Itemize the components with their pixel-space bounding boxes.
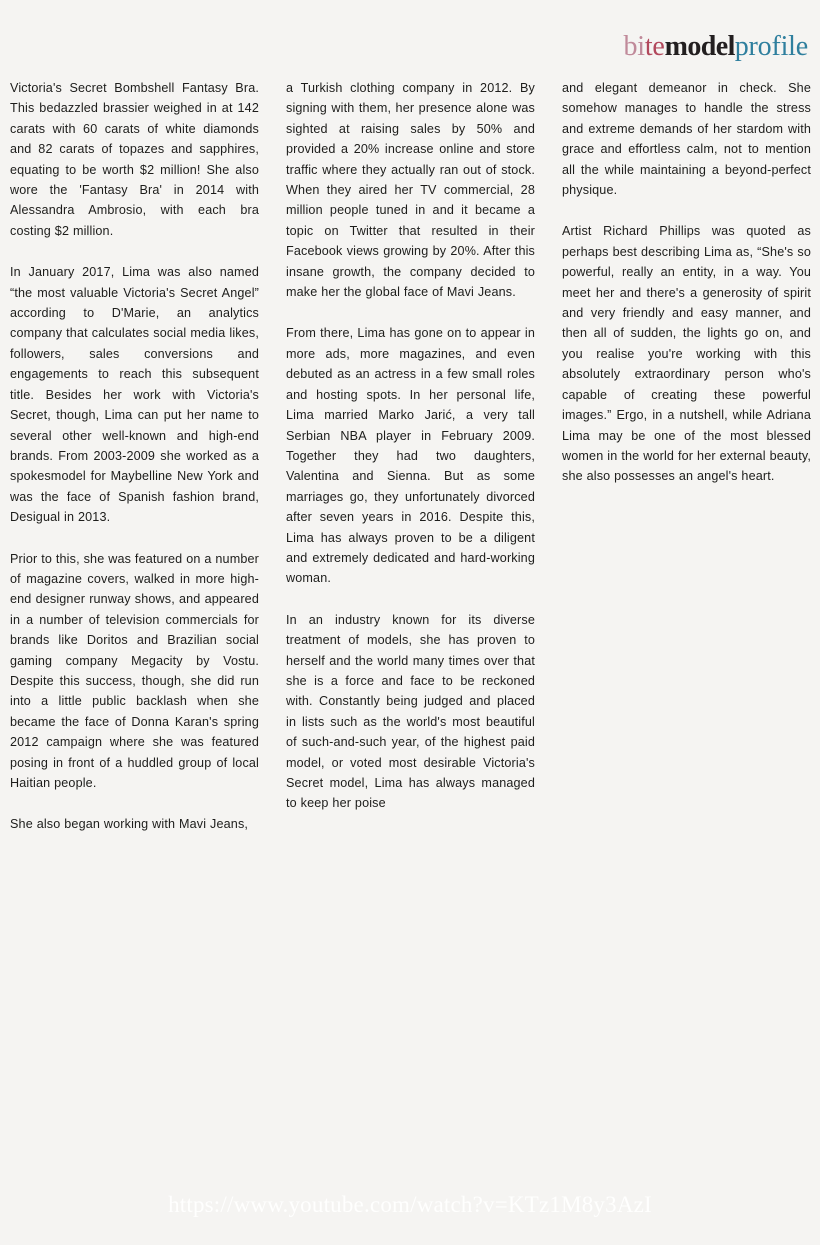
paragraph: In January 2017, Lima was also named “the most valuable Victoria's Secret Angel” according to D'Marie, an analytics company that calculates social media likes, followers, sales conversions and engagements to reach this subsequent title. Besides her work with Victoria's Secret, though, Lima can put her name to several other well-known and high-end brands. From 2003-2009 she worked as a spokesmodel for Maybelline New York and was the face of Spanish fashion brand, Desigual in 2013. bbox=[10, 265, 259, 525]
article-body-columns bbox=[10, 78, 810, 835]
paragraph: a Turkish clothing company in 2012. By signing with them, her presence alone was sighted at raising sales by 50% and provided a 20% increase online and store traffic where they actually ran out of stock. When they aired her TV commercial, 28 million people tuned in and it became a topic on Twitter that resulted in their Facebook views growing by 20%. After this insane growth, the company decided to make her the global face of Mavi Jeans. bbox=[286, 81, 535, 300]
paragraph: From there, Lima has gone on to appear in more ads, more magazines, and even debuted as an actress in a few small roles and hosting spots. In her personal life, Lima married Marko Jarić, a very tall Serbian NBA player in February 2009. Together they had two daughters, Valentina and Sienna. But as some marriages go, they unfortunately divorced after seven years in 2016. Despite this, Lima has always proven to be a diligent and extremely dedicated and hard-working woman. bbox=[286, 326, 535, 586]
masthead-segment-profile: profile bbox=[734, 31, 808, 62]
article-column-2 bbox=[286, 78, 535, 835]
source-url-watermark: https://www.youtube.com/watch?v=KTz1M8y3AzI bbox=[168, 1192, 652, 1217]
article-column-1 bbox=[10, 78, 259, 835]
paragraph: In an industry known for its diverse treatment of models, she has proven to herself and the world many times over that she is a force and face to be reckoned with. Constantly being judged and placed in lists such as the world's most beautiful of such-and-such year, of the highest paid model, or voted most desirable Victoria's Secret model, Lima has always managed to keep her poise bbox=[286, 612, 535, 811]
paragraph: Victoria's Secret Bombshell Fantasy Bra. This bedazzled brassier weighed in at 142 carats with 60 carats of white diamonds and 82 carats of topazes and sapphires, equating to be worth $2 million! She also wore the 'Fantasy Bra' in 2014 with Alessandra Ambrosio, with each bra costing $2 million. bbox=[10, 81, 259, 238]
article-column-3 bbox=[562, 78, 811, 835]
paragraph: Artist Richard Phillips was quoted as perhaps best describing Lima as, “She's so powerful, really an entity, in a way. You meet her and there's a generosity of spirit and very friendly and easy manner, and then all of sudden, the lights go on, and you realise you're working with this absolutely extraordinary person who's capable of creating these powerful images.” Ergo, in a nutshell, while Adriana Lima may be one of the most blessed women in the world for her external beauty, she also possesses an angel's heart. bbox=[562, 224, 811, 484]
paragraph: and elegant demeanor in check. She somehow manages to handle the stress and extreme demands of her stardom with grace and effortless calm, not to mention all the while maintaining a beyond-perfect physique. bbox=[562, 81, 811, 198]
magazine-masthead-logo bbox=[623, 33, 808, 65]
masthead-segment-model: model bbox=[664, 31, 735, 62]
masthead-segment-te: te bbox=[644, 31, 665, 62]
masthead-segment-bi: bi bbox=[623, 31, 645, 62]
paragraph: She also began working with Mavi Jeans, bbox=[10, 817, 249, 832]
paragraph: Prior to this, she was featured on a number of magazine covers, walked in more high-end designer runway shows, and appeared in a number of television commercials for brands like Doritos and Brazilian social gaming company Megacity by Vostu. Despite this success, though, she did run into a little public backlash when she became the face of Donna Karan's spring 2012 campaign where she was featured posing in front of a huddled group of local Haitian people. bbox=[10, 551, 259, 790]
